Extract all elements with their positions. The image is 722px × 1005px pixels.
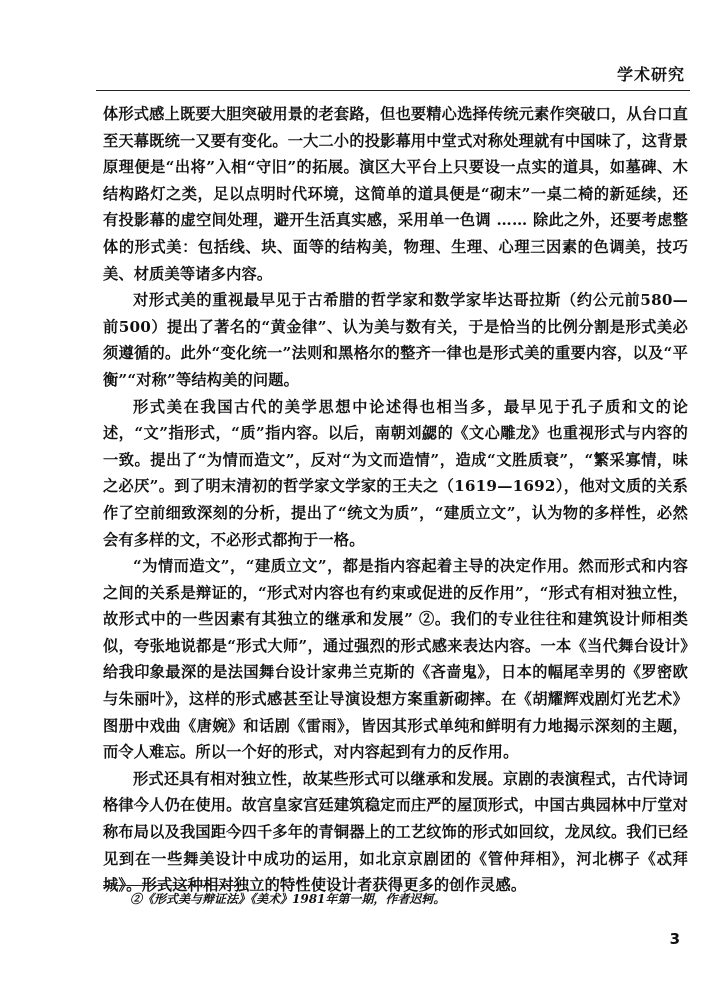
footnote-divider (103, 885, 238, 886)
footnote: ②《形式美与辩证法》《美术》1981年第一期，作者迟轲。 (130, 892, 446, 906)
article-body (103, 101, 688, 899)
header-divider (96, 90, 690, 91)
paragraph-2: 对形式美的重视最早见于古希腊的哲学家和数学家毕达哥拉斯（约公元前580—前500）提出了著名的“黄金律”、认为美与数有关，于是恰当的比例分割是形式美必须遵循的。此外“变化统一”法则和黑格尔的整齐一律也是形式美的重要内容，以及“平衡”“对称”等结构美的问题。 (103, 291, 688, 389)
paragraph-5: 形式还具有相对独立性，故某些形式可以继承和发展。京剧的表演程式，古代诗词格律今人仍在使用。故宫皇家宫廷建筑稳定而庄严的屋顶形式，中国古典园林中厅堂对称布局以及我国距今四千多年的青铜器上的工艺纹饰的形式如回纹，龙凤纹。我们已经见到在一些舞美设计中成功的运用，如北京京剧团的《管仲拜相》，河北梆子《忒拜城》。形式这种相对独立的特性使设计者获得更多的创作灵感。 (103, 769, 688, 895)
page-number: 3 (669, 930, 680, 948)
paragraph-3: 形式美在我国古代的美学思想中论述得也相当多，最早见于孔子质和文的论述，“文”指形式，“质”指内容。以后，南朝刘勰的《文心雕龙》也重视形式与内容的一致。提出了“为情而造文”，反对“为文而造情”，造成“文胜质衰”，“繁采寡情，味之必厌”。到了明末清初的哲学家文学家的王夫之（1619—1692），他对文质的关系作了空前细致深刻的分析，提出了“统文为质”，“建质立文”，认为物的多样性，必然会有多样的文，不必形式都拘于一格。 (103, 397, 688, 549)
paragraph-1: 体形式感上既要大胆突破用景的老套路，但也要精心选择传统元素作突破口，从台口直至天幕既统一又要有变化。一大二小的投影幕用中堂式对称处理就有中国味了，这背景原理便是“出将”入相“守旧”的拓展。演区大平台上只要设一点实的道具，如墓碑、木结构路灯之类，足以点明时代环境，这简单的道具便是“砌末”一桌二椅的新延续，还有投影幕的虚空间处理，避开生活真实感，采用单一色调 …… 除此之外，还要考虑整体的形式美：包括线、块、面等的结构美，物理、生理、心理三因素的色调美，技巧美、材质美等诸多内容。 (103, 105, 688, 283)
page-header-title: 学术研究 (616, 65, 685, 84)
paragraph-4: “为情而造文”，“建质立文”，都是指内容起着主导的决定作用。然而形式和内容之间的关系是辩证的，“形式对内容也有约束或促进的反作用”，“形式有相对独立性，故形式中的一些因素有其独立的继承和发展” ②。我们的专业往往和建筑设计师相类似，夸张地说都是“形式大师”，通过强烈的形式感来表达内容。一本《当代舞台设计》给我印象最深的是法国舞台设计家弗兰克斯的《吝啬鬼》，日本的幅尾幸男的《罗密欧与朱丽叶》，这样的形式感甚至让导演设想方案重新砌摔。在《胡耀辉戏剧灯光艺术》图册中戏曲《唐婉》和话剧《雷雨》，皆因其形式单纯和鲜明有力地揭示深刻的主题，而令人难忘。所以一个好的形式，对内容起到有力的反作用。 (103, 557, 688, 762)
